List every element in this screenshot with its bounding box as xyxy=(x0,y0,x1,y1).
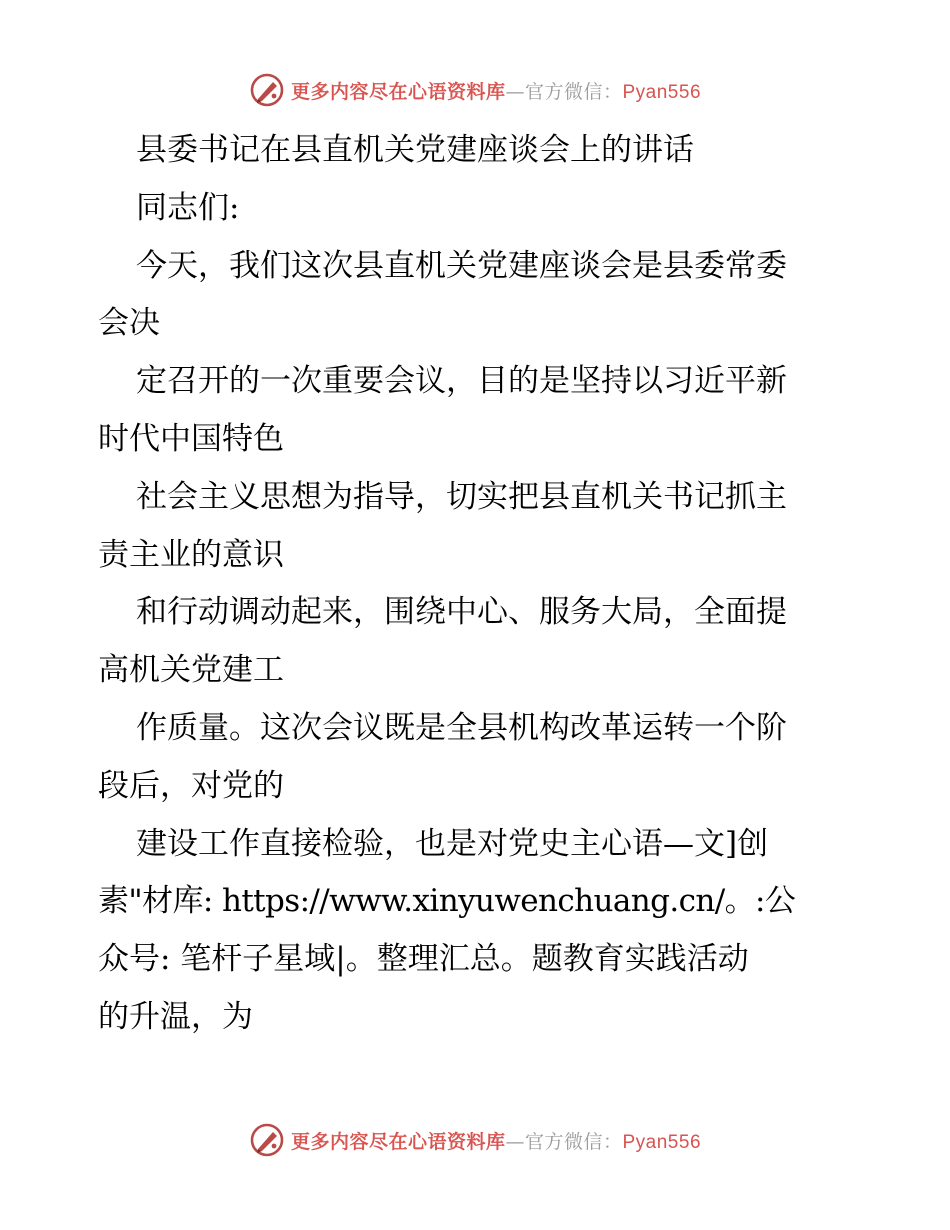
text-line: 高机关党建工 xyxy=(98,652,284,689)
document-salutation: 同志们: xyxy=(136,189,240,226)
text-line: 今天，我们这次县直机关党建座谈会是县委常委 xyxy=(136,247,787,284)
text-line: 责主业的意识 xyxy=(98,536,284,573)
text-line: 会决 xyxy=(98,305,160,342)
text-line-url: 素"材库: https://www.xinyuwenchuang.cn/。:公 xyxy=(98,883,796,920)
text-line: 社会主义思想为指导，切实把县直机关书记抓主 xyxy=(136,478,787,515)
watermark-text xyxy=(291,77,701,104)
watermark-wechat-id: Pyan556 xyxy=(622,1131,702,1153)
watermark-text xyxy=(291,1127,701,1154)
watermark-brand: 更多内容尽在心语资料库 xyxy=(290,1130,506,1153)
text-line: 定召开的一次重要会议，目的是坚持以习近平新 xyxy=(136,363,787,400)
watermark-separator: — xyxy=(505,1130,525,1153)
watermark-label: 官方微信： xyxy=(524,80,623,103)
document-title: 县委书记在县直机关党建座谈会上的讲话 xyxy=(136,132,694,168)
watermark-brand: 更多内容尽在心语资料库 xyxy=(290,80,506,103)
watermark-wechat-id: Pyan556 xyxy=(622,81,702,103)
text-line: 众号: 笔杆子星域|。整理汇总。题教育实践活动 xyxy=(98,941,749,978)
text-line: 作质量。这次会议既是全县机构改革运转一个阶 xyxy=(136,709,787,746)
watermark-label: 官方微信： xyxy=(524,1130,623,1153)
header-watermark xyxy=(0,70,950,110)
text-line: 时代中国特色 xyxy=(98,420,284,457)
text-line: 建设工作直接检验，也是对党史主心语—文]创 xyxy=(136,825,769,862)
document-body xyxy=(98,122,858,1047)
text-line: 的升温，为 xyxy=(98,998,253,1035)
text-line: 段后，对党的 xyxy=(98,767,284,804)
footer-watermark xyxy=(0,1120,950,1160)
pen-seal-icon xyxy=(249,1122,285,1158)
pen-seal-icon xyxy=(249,72,285,108)
watermark-separator: — xyxy=(505,80,525,103)
text-line: 和行动调动起来，围绕中心、服务大局，全面提 xyxy=(136,594,787,631)
